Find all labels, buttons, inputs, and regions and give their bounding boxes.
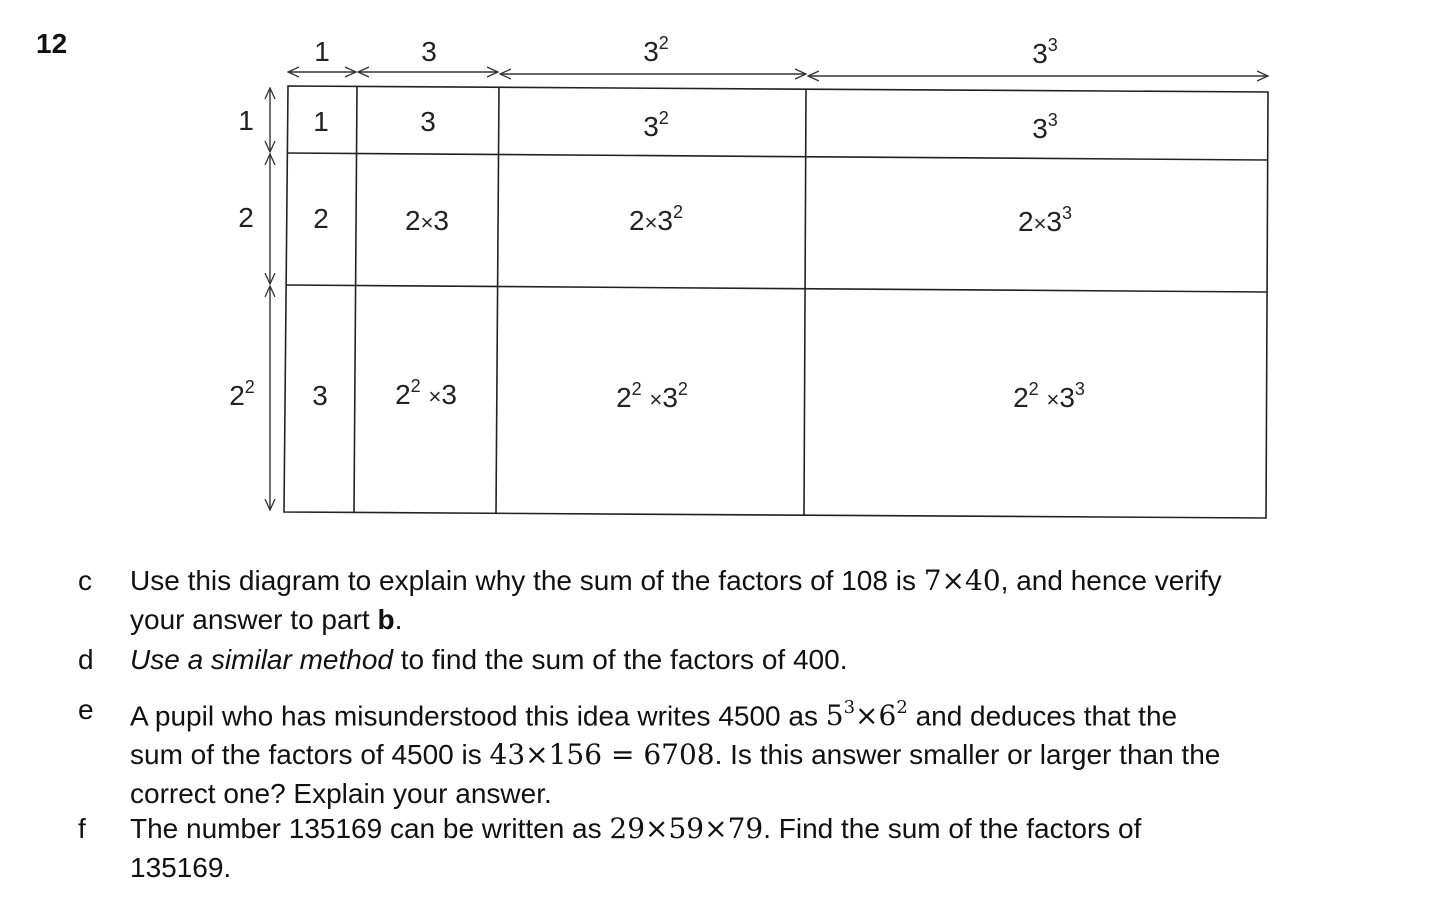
col-line-1 xyxy=(354,87,357,512)
part-text: A pupil who has misunderstood this idea writes 4500 as $5^3\times 6^2$ and deduces that the sum of the factors of 4500 is 43×156 = 6708. Is this answer smaller or larger than the correct one? Explain your answer. xyxy=(130,697,1221,810)
cell-r2-c4: $2\times 3^3$ xyxy=(1017,203,1073,237)
part-b-reference: b xyxy=(377,604,395,635)
top-dim-3sq: $3^2$ xyxy=(643,33,669,67)
col-line-3 xyxy=(804,89,806,516)
cell-r3-c4: $2^2 \times 3^3$ xyxy=(1013,379,1085,413)
side-dim-2: 2 xyxy=(238,202,254,233)
part-text: Use this diagram to explain why the sum of the factors of 108 is 7×40, and hence verify your answer to part b. xyxy=(130,564,1222,635)
part-letter: e xyxy=(78,694,94,725)
math-expression: $5^3\times 6^2$ xyxy=(825,697,908,733)
cell-r3-c3: $2^2 \times 3^2$ xyxy=(616,379,688,413)
cell-r3-c2: $2^2 \times 3$ xyxy=(395,376,457,410)
cell-r2-c3: $2\times 3^2$ xyxy=(628,202,684,236)
side-dim-1: 1 xyxy=(238,105,254,136)
question-number: 12 xyxy=(36,28,68,59)
part-text: The number 135169 can be written as 29×59×79. Find the sum of the factors of 135169. xyxy=(130,812,1142,883)
table-row-2 xyxy=(313,202,1072,237)
table-row-1 xyxy=(313,106,1058,144)
cell-r1-c1: 1 xyxy=(313,106,329,137)
top-dim-3: 3 xyxy=(421,36,437,67)
table-grid xyxy=(284,86,1268,518)
col-line-2 xyxy=(496,88,499,514)
cell-r2-c1: 2 xyxy=(313,203,329,234)
table-row-3 xyxy=(312,376,1085,413)
top-dimension-arrows xyxy=(288,72,1268,76)
part-letter: c xyxy=(78,565,92,596)
side-dim-2sq: $2^2$ xyxy=(229,377,255,411)
top-dim-3cube: $3^3$ xyxy=(1032,35,1058,69)
cell-r1-c2: 3 xyxy=(420,106,436,137)
top-dim-1: 1 xyxy=(314,36,330,67)
part-letter: f xyxy=(78,813,86,844)
cell-r2-c2: 2×3 xyxy=(404,205,450,236)
table-border xyxy=(284,86,1268,518)
top-dimension-labels xyxy=(314,33,1058,69)
part-text: Use a similar method to find the sum of the factors of 400. xyxy=(130,644,848,675)
part-letter: d xyxy=(78,644,94,675)
row-line-1 xyxy=(287,153,1267,160)
cell-r3-c1: 3 xyxy=(312,380,328,411)
row-line-2 xyxy=(286,285,1267,292)
cell-r1-c4: $3^3$ xyxy=(1032,110,1058,144)
cell-r1-c3: $3^2$ xyxy=(643,108,669,142)
side-dimension-labels xyxy=(229,105,255,411)
